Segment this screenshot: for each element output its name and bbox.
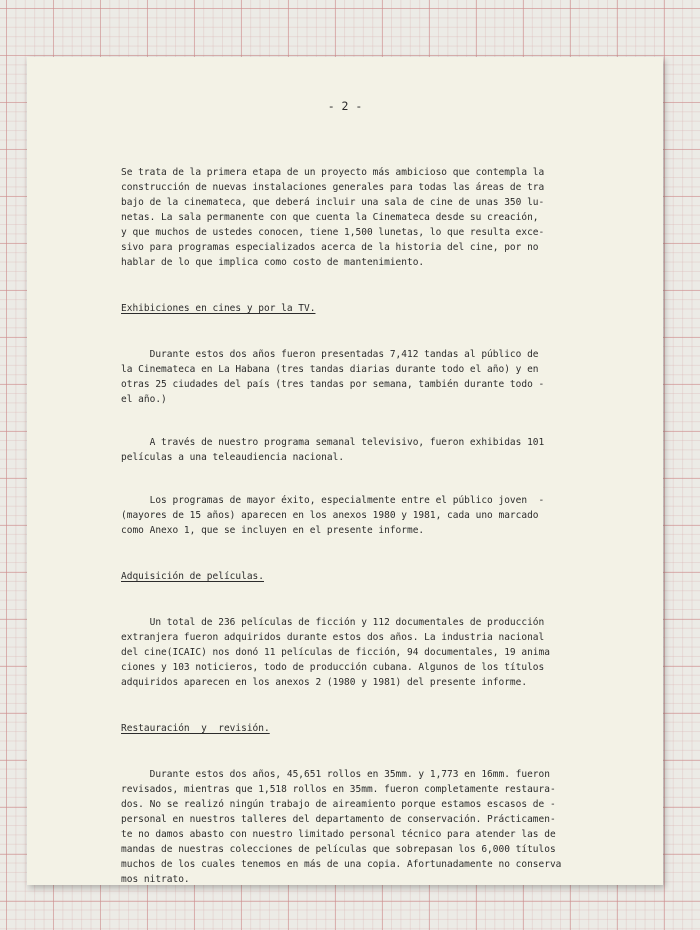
heading-restauracion (121, 721, 601, 736)
restauracion-paragraph (121, 767, 601, 887)
text-line: ciones y 103 noticieros, todo de producción cubana. Algunos de los títulos (121, 662, 545, 673)
text-line: del cine(ICAIC) nos donó 11 películas de ficción, 94 documentales, 19 anima (121, 647, 550, 658)
page-number: - 2 - (327, 99, 363, 113)
text-line: mandas de nuestras colecciones de películas que sobrepasan los 6,000 títulos (121, 844, 556, 855)
text-line: construcción de nuevas instalaciones generales para todas las áreas de tra (121, 182, 545, 193)
document-page (27, 57, 663, 885)
section-heading: Restauración y revisión. (121, 723, 270, 734)
text-line: sivo para programas especializados acerca de la historia del cine, por no (121, 242, 539, 253)
section-heading: Exhibiciones en cines y por la TV. (121, 303, 316, 314)
exhibiciones-paragraph-2 (121, 435, 601, 465)
text-line: otras 25 ciudades del país (tres tandas por semana, también durante todo - (121, 379, 545, 390)
text-line: películas a una teleaudiencia nacional. (121, 452, 345, 463)
text-line: la Cinemateca en La Habana (tres tandas diarias durante todo el año) y en (121, 364, 539, 375)
text-line: dos. No se realizó ningún trabajo de aireamiento porque estamos escasos de - (121, 799, 556, 810)
heading-adquisicion (121, 569, 601, 584)
text-line: netas. La sala permanente con que cuenta la Cinemateca desde su creación, (121, 212, 539, 223)
text-line: mos nitrato. (121, 874, 190, 885)
text-line: Durante estos dos años fueron presentadas 7,412 tandas al público de (121, 349, 539, 360)
text-line: personal en nuestros talleres del departamento de conservación. Prácticamen- (121, 814, 556, 825)
section-heading: Adquisición de películas. (121, 571, 264, 582)
text-line: Se trata de la primera etapa de un proyecto más ambicioso que contempla la (121, 167, 545, 178)
text-line: hablar de lo que implica como costo de mantenimiento. (121, 257, 425, 268)
text-line: revisados, mientras que 1,518 rollos en 35mm. fueron completamente restaura- (121, 784, 556, 795)
text-line: A través de nuestro programa semanal televisivo, fueron exhibidas 101 (121, 437, 545, 448)
exhibiciones-paragraph-1 (121, 347, 601, 407)
text-line: Los programas de mayor éxito, especialmente entre el público joven - (121, 495, 545, 506)
text-line: adquiridos aparecen en los anexos 2 (1980 y 1981) del presente informe. (121, 677, 528, 688)
document-body (121, 165, 601, 887)
text-line: Un total de 236 películas de ficción y 112 documentales de producción (121, 617, 545, 628)
text-line: extranjera fueron adquiridos durante estos dos años. La industria nacional (121, 632, 545, 643)
text-line: el año.) (121, 394, 167, 405)
text-line: te no damos abasto con nuestro limitado personal técnico para atender las de (121, 829, 556, 840)
adquisicion-paragraph (121, 615, 601, 690)
heading-exhibiciones (121, 301, 601, 316)
intro-paragraph (121, 165, 601, 270)
text-line: Durante estos dos años, 45,651 rollos en 35mm. y 1,773 en 16mm. fueron (121, 769, 550, 780)
text-line: muchos de los cuales tenemos en más de una copia. Afortunadamente no conserva (121, 859, 562, 870)
text-line: como Anexo 1, que se incluyen en el presente informe. (121, 525, 425, 536)
text-line: bajo de la cinemateca, que deberá incluir una sala de cine de unas 350 lu- (121, 197, 545, 208)
text-line: (mayores de 15 años) aparecen en los anexos 1980 y 1981, cada uno marcado (121, 510, 539, 521)
text-line: y que muchos de ustedes conocen, tiene 1,500 lunetas, lo que resulta exce- (121, 227, 545, 238)
exhibiciones-paragraph-3 (121, 493, 601, 538)
